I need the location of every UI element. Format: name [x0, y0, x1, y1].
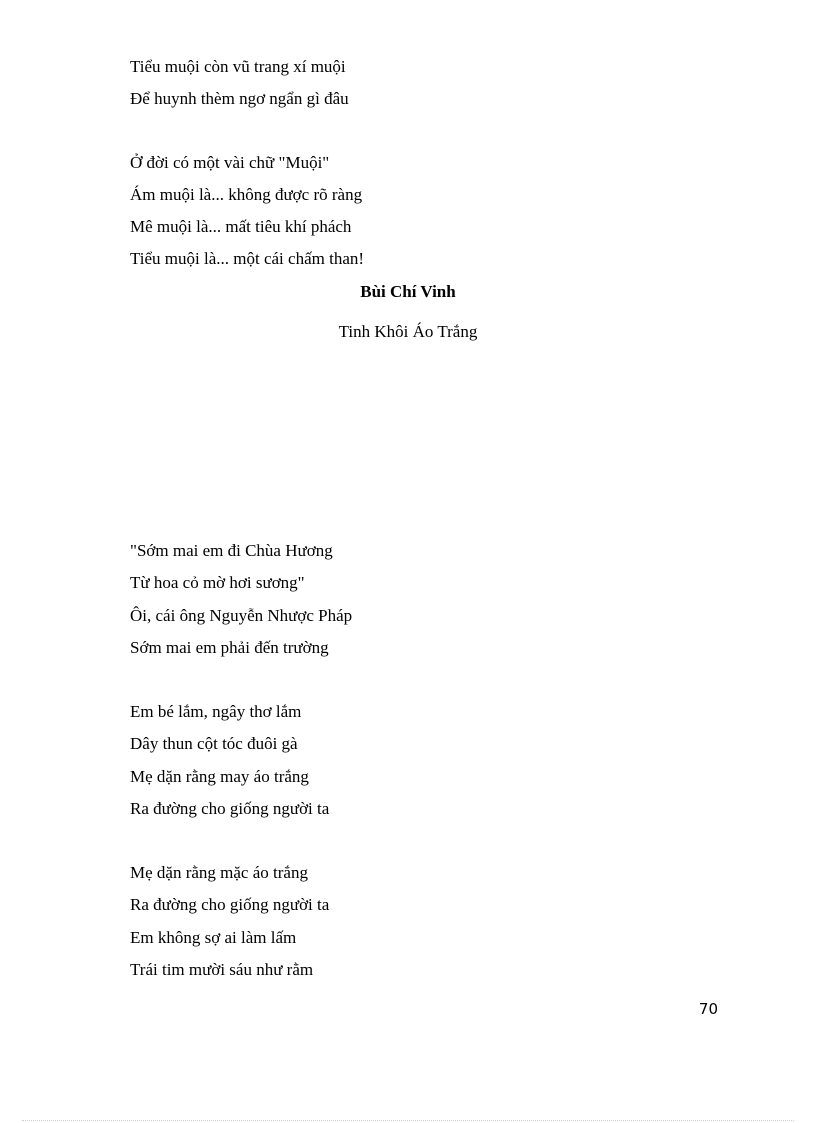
poem-line: Ra đường cho giống người ta [130, 895, 330, 914]
poem-line: Tiểu muội còn vũ trang xí muội [130, 57, 346, 76]
poem-line: Ra đường cho giống người ta [130, 799, 330, 818]
poem-line: Từ hoa cỏ mờ hơi sương" [130, 573, 305, 592]
page-bottom-divider [22, 1120, 794, 1121]
poem-line: Ám muội là... không được rõ ràng [130, 185, 363, 204]
poem-line: Em bé lắm, ngây thơ lắm [130, 702, 302, 721]
poem-line: Trái tim mười sáu như rằm [130, 960, 314, 979]
poem-line: Tiểu muội là... một cái chấm than! [130, 249, 365, 268]
poem-line: Ở đời có một vài chữ "Muội" [130, 153, 330, 172]
poem-line: Ôi, cái ông Nguyễn Nhược Pháp [130, 606, 353, 625]
poem-line: Để huynh thèm ngơ ngẩn gì đâu [130, 89, 349, 108]
poem-line: Mẹ dặn rằng may áo trắng [130, 767, 309, 786]
poem-line: Mẹ dặn rằng mặc áo trắng [130, 863, 308, 882]
poem-author: Bùi Chí Vinh [360, 282, 456, 301]
poem-line: Dây thun cột tóc đuôi gà [130, 734, 298, 753]
poem-line: "Sớm mai em đi Chùa Hương [130, 541, 333, 560]
poem-line: Em không sợ ai làm lấm [130, 928, 297, 947]
page-number: 70 [698, 1000, 718, 1018]
poem-title: Tinh Khôi Áo Trắng [338, 322, 478, 341]
poem-line: Mê muội là... mất tiêu khí phách [130, 217, 352, 236]
poem-line: Sớm mai em phải đến trường [130, 638, 329, 657]
